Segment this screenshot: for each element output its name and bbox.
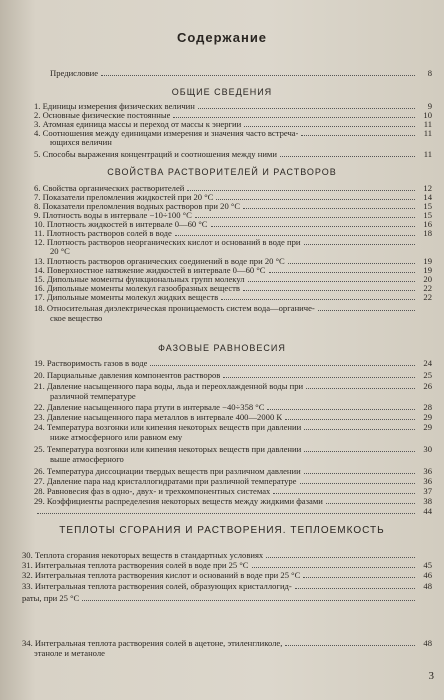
toc-entry: 44 [34, 506, 432, 516]
toc-entry: 29. Коэффициенты распределения некоторых веществ между жидкими фазами 38 [34, 496, 432, 506]
toc-entry-continuation: 20 °С [50, 246, 70, 256]
toc-entry: 23. Давление насыщенного пара металлов в интервале 400—2000 К 29 [34, 412, 432, 422]
toc-entry: 32. Интегральная теплота растворения кислот и оснований в воде при 25 °С 46 [22, 570, 432, 580]
toc-entry: 33. Интегральная теплота растворения солей, образующих кристаллогид- 48 [22, 581, 432, 591]
toc-entry: 30. Теплота сгорания некоторых веществ в стандартных условиях [22, 550, 432, 560]
toc-entry-continuation: различной температуре [50, 391, 136, 401]
toc-entry-continuation: ющихся величин [50, 137, 112, 147]
toc-entry: 4. Соотношения между единицами измерения и значения часто встреча- 11 [34, 128, 432, 138]
toc-entry: 34. Интегральная теплота растворения солей в ацетоне, этиленгликоле, 48 [22, 638, 432, 648]
section-heading: СВОЙСТВА РАСТВОРИТЕЛЕЙ И РАСТВОРОВ [107, 167, 337, 177]
toc-entry: 9. Плотность воды в интервале −10÷100 °С 15 [34, 210, 432, 220]
toc-entry: 19. Растворимость газов в воде 24 [34, 358, 432, 368]
page-title: Содержание [176, 30, 268, 45]
toc-entry: 10. Плотность жидкостей в интервале 0—60 °С 16 [34, 219, 432, 229]
toc-entry: раты, при 25 °С [22, 593, 432, 603]
toc-entry: 18. Относительная диэлектрическая проницаемость систем вода—органиче- [34, 303, 432, 313]
toc-entry-continuation: ское вещество [50, 313, 103, 323]
toc-entry: 1. Единицы измерения физических величин 9 [34, 101, 432, 111]
toc-entry: 3. Атомная единица массы и переход от массы к энергии 11 [34, 119, 432, 129]
toc-entry: 31. Интегральная теплота растворения солей в воде при 25 °С 45 [22, 560, 432, 570]
toc-entry: 8. Показатели преломления водных растворов при 20 °С 15 [34, 201, 432, 211]
toc-entry: 2. Основные физические постоянные 10 [34, 110, 432, 120]
toc-entry: 20. Парциальные давления компонентов растворов 25 [34, 370, 432, 380]
toc-entry: 13. Плотность растворов органических соединений в воде при 20 °С 19 [34, 256, 432, 266]
toc-entry-continuation: ниже атмосферного или равном ему [50, 432, 183, 442]
toc-entry: 27. Давление пара над кристаллогидратами при различной температуре 36 [34, 476, 432, 486]
section-heading: ФАЗОВЫЕ РАВНОВЕСИЯ [158, 343, 286, 353]
toc-entry: 7. Показатели преломления жидкостей при 20 °С 14 [34, 192, 432, 202]
toc-entry: 12. Плотность растворов неорганических кислот и оснований в воде при [34, 237, 432, 247]
toc-entry: 16. Дипольные моменты молекул газообразных веществ 22 [34, 283, 432, 293]
section-heading: ОБЩИЕ СВЕДЕНИЯ [171, 87, 273, 97]
toc-entry-continuation: этаноле и метаноле [34, 648, 105, 658]
toc-entry: 26. Температура диссоциации твердых веществ при различном давлении 36 [34, 466, 432, 476]
section-heading: ТЕПЛОТЫ СГОРАНИЯ И РАСТВОРЕНИЯ. ТЕПЛОЕМКОСТЬ [59, 525, 385, 536]
toc-entry: 11. Плотность растворов солей в воде 18 [34, 228, 432, 238]
toc-entry: 5. Способы выражения концентраций и соотношения между ними 11 [34, 149, 432, 159]
toc-entry: 21. Давление насыщенного пара воды, льда и переохлажденной воды при 26 [34, 381, 432, 391]
toc-entry: Предисловие 8 [50, 68, 432, 78]
toc-entry: 25. Температура возгонки или кипения некоторых веществ при давлении 30 [34, 444, 432, 454]
page-number: 3 [428, 670, 434, 682]
toc-entry: 15. Дипольные моменты функциональных групп молекул 20 [34, 274, 432, 284]
toc-entry: 24. Температура возгонки или кипения некоторых веществ при давлении 29 [34, 422, 432, 432]
toc-entry: 17. Дипольные моменты молекул жидких веществ 22 [34, 292, 432, 302]
toc-entry: 28. Равновесия фаз в одно-, двух- и трехкомпонентных системах 37 [34, 486, 432, 496]
toc-entry-continuation: выше атмосферного [50, 454, 124, 464]
toc-entry: 6. Свойства органических растворителей 12 [34, 183, 432, 193]
toc-entry: 14. Поверхностное натяжение жидкостей в интервале 0—60 °С 19 [34, 265, 432, 275]
toc-entry: 22. Давление насыщенного пара ртути в интервале −40÷358 °С 28 [34, 402, 432, 412]
